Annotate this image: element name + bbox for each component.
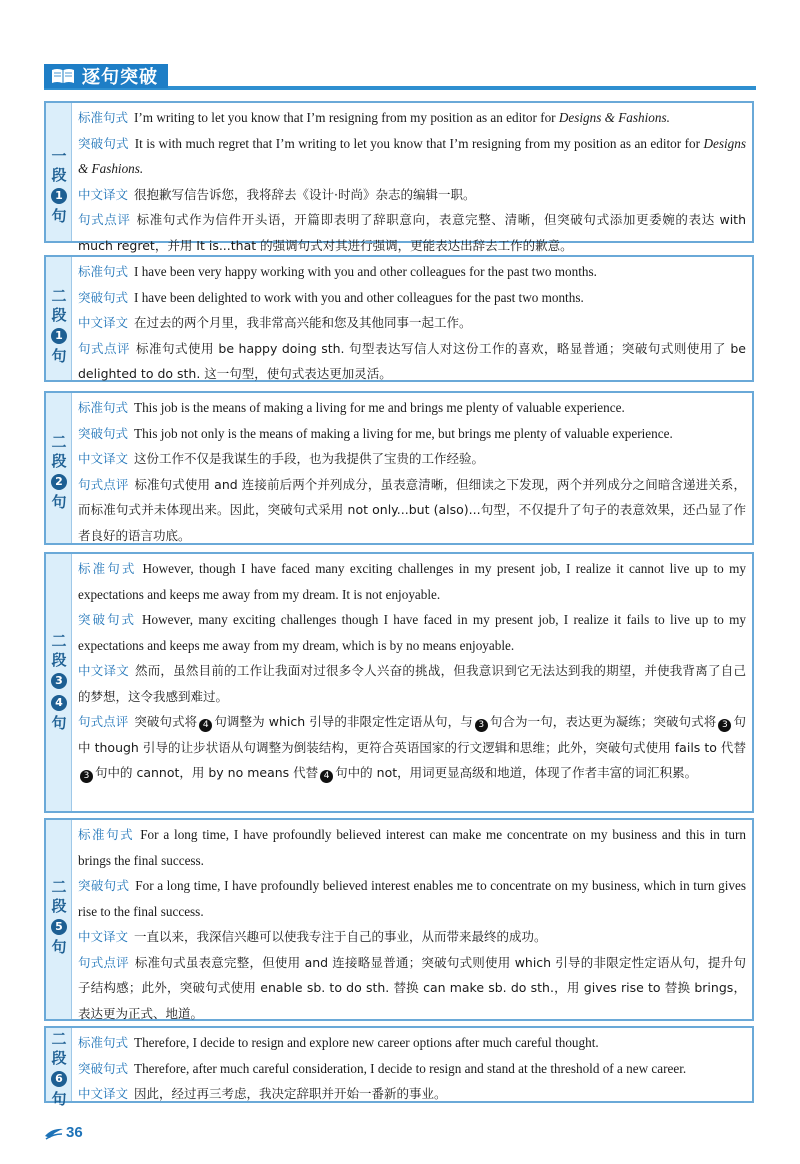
label-char: 二 <box>51 287 67 305</box>
comment-tag: 句式点评 <box>78 340 130 356</box>
header-tab <box>44 64 168 88</box>
block-label <box>46 878 72 956</box>
breakthrough-tag: 突破句式 <box>78 289 129 305</box>
label-number-badge: 1 <box>51 188 67 204</box>
comment-row <box>78 709 746 786</box>
block-label <box>46 632 72 732</box>
breakthrough-tag: 突破句式 <box>78 425 129 441</box>
breakthrough-row <box>78 873 746 924</box>
chinese-tag: 中文译文 <box>78 929 129 944</box>
label-char: 一 <box>51 147 67 165</box>
label-number-badge: 1 <box>51 328 67 344</box>
comment-text: 标准句式虽表意完整，但使用 and 连接略显普通；突破句式则使用 which 引导的非限定性定语从句，提升句子结构感；此外，突破句式使用 enable sb. to do sth. 替换 can make sb. do sth.，用 gives rise to 替换 brings，表达更为正式、地道。 <box>78 954 746 1021</box>
label-char: 段 <box>51 650 67 669</box>
standard-text: For a long time, I have profoundly believed interest can make me concentrate on my business and this in turn brings the final success. <box>78 827 746 868</box>
comment-row <box>78 207 746 258</box>
chinese-text: 因此，经过再三考虑，我决定辞职并开始一番新的事业。 <box>134 1086 447 1101</box>
breakthrough-text: Therefore, after much careful consideration, I decide to resign and stand at the threshold of a new career. <box>134 1060 687 1076</box>
comment-text: 句调整为 which 引导的非限定性定语从句，与 <box>214 714 473 729</box>
standard-tag: 标准句式 <box>78 264 129 279</box>
chinese-row <box>78 924 746 950</box>
sentence-ref-badge: 4 <box>199 719 212 732</box>
comment-text: 标准句式使用 be happy doing sth. 句型表达写信人对这份工作的喜欢，略显普通；突破句式则使用了 be delighted to do sth. 这一句型，使句式表达更加灵活。 <box>78 340 746 381</box>
label-char: 句 <box>51 346 67 365</box>
breakthrough-row <box>78 421 746 447</box>
standard-tag: 标准句式 <box>78 827 135 842</box>
standard-text: Therefore, I decide to resign and explore new career options after much careful thought. <box>134 1035 599 1050</box>
comment-text: 标准句式使用 and 连接前后两个并列成分，虽表意清晰，但细读之下发现，两个并列成分之间暗含递进关系，而标准句式并未体现出来。因此，突破句式采用 not only...but (also)...句型，不仅提升了句子的表意效果，还凸显了作者良好的语言功底。 <box>78 476 746 543</box>
label-number-badge: 3 <box>51 673 67 689</box>
sentence-block-5 <box>44 818 754 1021</box>
sentence-block-1 <box>44 101 754 253</box>
chinese-text: 这份工作不仅是我谋生的手段，也为我提供了宝贵的工作经验。 <box>134 451 485 466</box>
standard-row <box>78 105 746 131</box>
block-content <box>78 556 746 786</box>
standard-row <box>78 822 746 873</box>
block-content <box>78 105 746 258</box>
magazine-title: Designs & Fashions. <box>558 110 670 125</box>
sentence-block-3 <box>44 391 754 545</box>
sentence-ref-badge: 3 <box>718 719 731 732</box>
comment-text: 突破句式将 <box>134 714 198 729</box>
block-label <box>46 1030 72 1108</box>
comment-row <box>78 950 746 1027</box>
sentence-block-4 <box>44 552 754 813</box>
block-label <box>46 147 72 225</box>
breakthrough-tag: 突破句式 <box>78 1060 129 1076</box>
label-char: 段 <box>51 305 67 324</box>
label-number-badge: 2 <box>51 474 67 490</box>
section-header <box>44 64 756 94</box>
breakthrough-text: For a long time, I have profoundly believed interest enables me to concentrate on my business, which in turn gives rise to the final success. <box>78 878 746 919</box>
breakthrough-row <box>78 1056 746 1082</box>
label-char: 段 <box>51 165 67 184</box>
label-number-badge: 4 <box>51 695 67 711</box>
open-book-icon <box>50 67 76 85</box>
standard-text: I have been very happy working with you and other colleagues for the past two months. <box>134 264 597 279</box>
comment-text: 句中的 not，用词更显高级和地道，体现了作者丰富的词汇积累。 <box>335 765 698 780</box>
breakthrough-tag: 突破句式 <box>78 878 130 893</box>
block-content <box>78 395 746 548</box>
comment-text: 句中的 cannot，用 by no means 代替 <box>95 765 319 780</box>
swoosh-icon <box>44 1126 64 1140</box>
chinese-row <box>78 658 746 709</box>
chinese-text: 然而，虽然目前的工作让我面对过很多令人兴奋的挑战，但我意识到它无法达到我的期望，并使我背离了自己的梦想，这令我感到难过。 <box>78 663 746 704</box>
label-char: 句 <box>51 1089 67 1108</box>
label-char: 二 <box>51 433 67 451</box>
label-number-badge: 6 <box>51 1071 67 1087</box>
chinese-tag: 中文译文 <box>78 186 129 202</box>
breakthrough-text: I have been delighted to work with you and other colleagues for the past two months. <box>134 289 584 305</box>
breakthrough-text: It is with much regret that I’m writing to let you know that I’m resigning from my position as an editor for <box>134 135 701 151</box>
magazine-title: Designs & Fashions. <box>78 135 746 176</box>
sentence-block-2 <box>44 255 754 382</box>
label-number-badge: 5 <box>51 919 67 935</box>
standard-text: I’m writing to let you know that I’m resigning from my position as an editor for <box>134 110 556 125</box>
chinese-tag: 中文译文 <box>78 315 129 330</box>
comment-row <box>78 336 746 387</box>
breakthrough-text: However, many exciting challenges though I have faced in my present job, I realize it fails to live up to my expectations and keeps me away from my dream, which is by no means enjoyable. <box>78 612 746 653</box>
label-char: 二 <box>51 1030 67 1048</box>
breakthrough-row <box>78 607 746 658</box>
breakthrough-row <box>78 285 746 311</box>
comment-tag: 句式点评 <box>78 714 129 729</box>
chinese-text: 在过去的两个月里，我非常高兴能和您及其他同事一起工作。 <box>134 315 472 330</box>
header-title: 逐句突破 <box>82 67 158 88</box>
label-char: 段 <box>51 1048 67 1067</box>
label-char: 句 <box>51 713 67 732</box>
comment-row <box>78 472 746 549</box>
standard-tag: 标准句式 <box>78 400 129 415</box>
standard-row <box>78 556 746 607</box>
standard-text: This job is the means of making a living for me and brings me plenty of valuable experience. <box>134 400 625 415</box>
comment-tag: 句式点评 <box>78 212 131 227</box>
sentence-ref-badge: 3 <box>80 770 93 783</box>
label-char: 句 <box>51 206 67 225</box>
sentence-block-6 <box>44 1026 754 1108</box>
breakthrough-tag: 突破句式 <box>78 612 136 627</box>
block-content <box>78 259 746 387</box>
chinese-text: 很抱歉写信告诉您，我将辞去《设计·时尚》杂志的编辑一职。 <box>134 186 476 202</box>
standard-tag: 标准句式 <box>78 561 137 576</box>
label-char: 二 <box>51 632 67 650</box>
block-label <box>46 287 72 365</box>
label-char: 段 <box>51 896 67 915</box>
chinese-tag: 中文译文 <box>78 663 129 678</box>
comment-text: 句合为一句，表达更为凝练；突破句式将 <box>489 714 717 729</box>
block-label <box>46 433 72 511</box>
chinese-row <box>78 446 746 472</box>
block-content <box>78 1030 746 1107</box>
chinese-tag: 中文译文 <box>78 1086 129 1101</box>
breakthrough-text: This job not only is the means of making a living for me, but brings me plenty of valuable experience. <box>134 425 673 441</box>
page-footer <box>44 1124 83 1141</box>
chinese-tag: 中文译文 <box>78 451 129 466</box>
block-content <box>78 822 746 1026</box>
chinese-row <box>78 182 746 208</box>
sentence-ref-badge: 3 <box>475 719 488 732</box>
label-char: 句 <box>51 492 67 511</box>
page-number: 36 <box>66 1124 83 1141</box>
chinese-row <box>78 310 746 336</box>
comment-text: 标准句式作为信件开头语，开篇即表明了辞职意向，表意完整、清晰，但突破句式添加更委婉的表达 with much regret，并用 It is...that 的强调句式对其进行强调，更能表达出辞去工作的歉意。 <box>78 212 746 253</box>
standard-row <box>78 395 746 421</box>
standard-row <box>78 259 746 285</box>
breakthrough-tag: 突破句式 <box>78 135 129 151</box>
breakthrough-row <box>78 131 746 182</box>
label-char: 句 <box>51 937 67 956</box>
comment-tag: 句式点评 <box>78 954 129 970</box>
standard-tag: 标准句式 <box>78 1035 129 1050</box>
standard-row <box>78 1030 746 1056</box>
standard-text: However, though I have faced many exciting challenges in my present job, I realize it cannot live up to my expectations and keeps me away from my dream. It is not enjoyable. <box>78 561 746 602</box>
chinese-text: 一直以来，我深信兴趣可以使我专注于自己的事业，从而带来最终的成功。 <box>134 929 547 944</box>
chinese-row <box>78 1081 746 1107</box>
sentence-ref-badge: 4 <box>320 770 333 783</box>
comment-tag: 句式点评 <box>78 476 129 492</box>
standard-tag: 标准句式 <box>78 110 129 125</box>
label-char: 段 <box>51 451 67 470</box>
comment-text: 句中 though 引导的让步状语从句调整为倒装结构，更符合英语国家的行文逻辑和思维；此外，突破句式使用 fails to 代替 <box>78 714 746 755</box>
label-char: 二 <box>51 878 67 896</box>
